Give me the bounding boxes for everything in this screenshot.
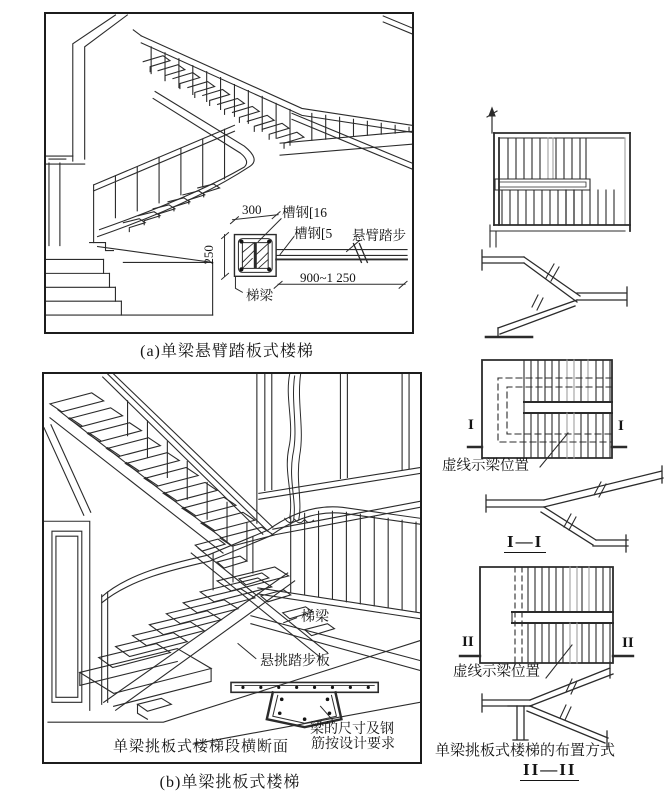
label-leaders [238,618,297,659]
plan-2 [468,360,626,467]
beam-note-line2: 筋按设计要求 [311,737,395,752]
label-channel-5: 槽钢[5 [294,226,333,241]
treads-upper [143,56,304,148]
section-title-2: II—II [520,761,579,781]
dim-300: 300 [242,202,262,217]
section-mark-1-left: I [468,417,474,433]
plan-1 [487,108,630,247]
treads-upper-b [50,393,274,546]
figure-b-frame [42,372,422,764]
beam-note-plan2: 虚线示梁位置 [442,458,529,474]
tread-plate [276,244,407,263]
section-caption-b: 单梁挑板式楼梯段横断面 [113,739,290,755]
dim-900-1250: 900~1 250 [300,270,356,285]
label-stair-beam-b: 梯梁 [301,610,329,625]
figure-b-caption: (b)单梁挑板式楼梯 [159,774,301,791]
layout-diagrams-drawing [420,100,671,796]
label-cantilever-step: 悬臂踏步 [352,228,406,243]
beam-note-line1: 梁的尺寸及钢 [310,722,394,737]
label-cantilever-tread-slab: 悬挑踏步板 [260,654,330,669]
stringer-sweep [98,92,255,237]
treads-lower [90,184,220,251]
profile-1 [482,250,627,337]
handrail-upper [133,16,412,169]
label-stair-beam-a: 梯梁 [246,288,273,303]
section-mark-2-right: II [622,635,634,651]
plan-3 [460,567,633,678]
right-panel-footer: 单梁挑板式楼梯的布置方式 [434,743,615,759]
label-channel-16: 槽钢[16 [282,205,327,220]
curtain [285,374,314,523]
treads-foreground [99,567,289,667]
plinth [46,247,213,316]
section-mark-2-left: II [462,634,474,650]
section-mark-1-right: I [618,418,624,434]
dim-250: 250 [201,245,217,265]
window [257,374,420,535]
door [44,521,90,710]
balusters-upper [151,47,290,145]
layout-diagrams-panel [420,100,671,796]
figure-a-frame [44,12,414,334]
figure-b-drawing [44,374,420,762]
beam-note-plan3: 虚线示梁位置 [453,664,540,680]
figure-a-caption: (a)单梁悬臂踏板式楼梯 [140,343,314,360]
figure-a-drawing [46,14,412,332]
section-title-1: I—I [504,533,546,553]
